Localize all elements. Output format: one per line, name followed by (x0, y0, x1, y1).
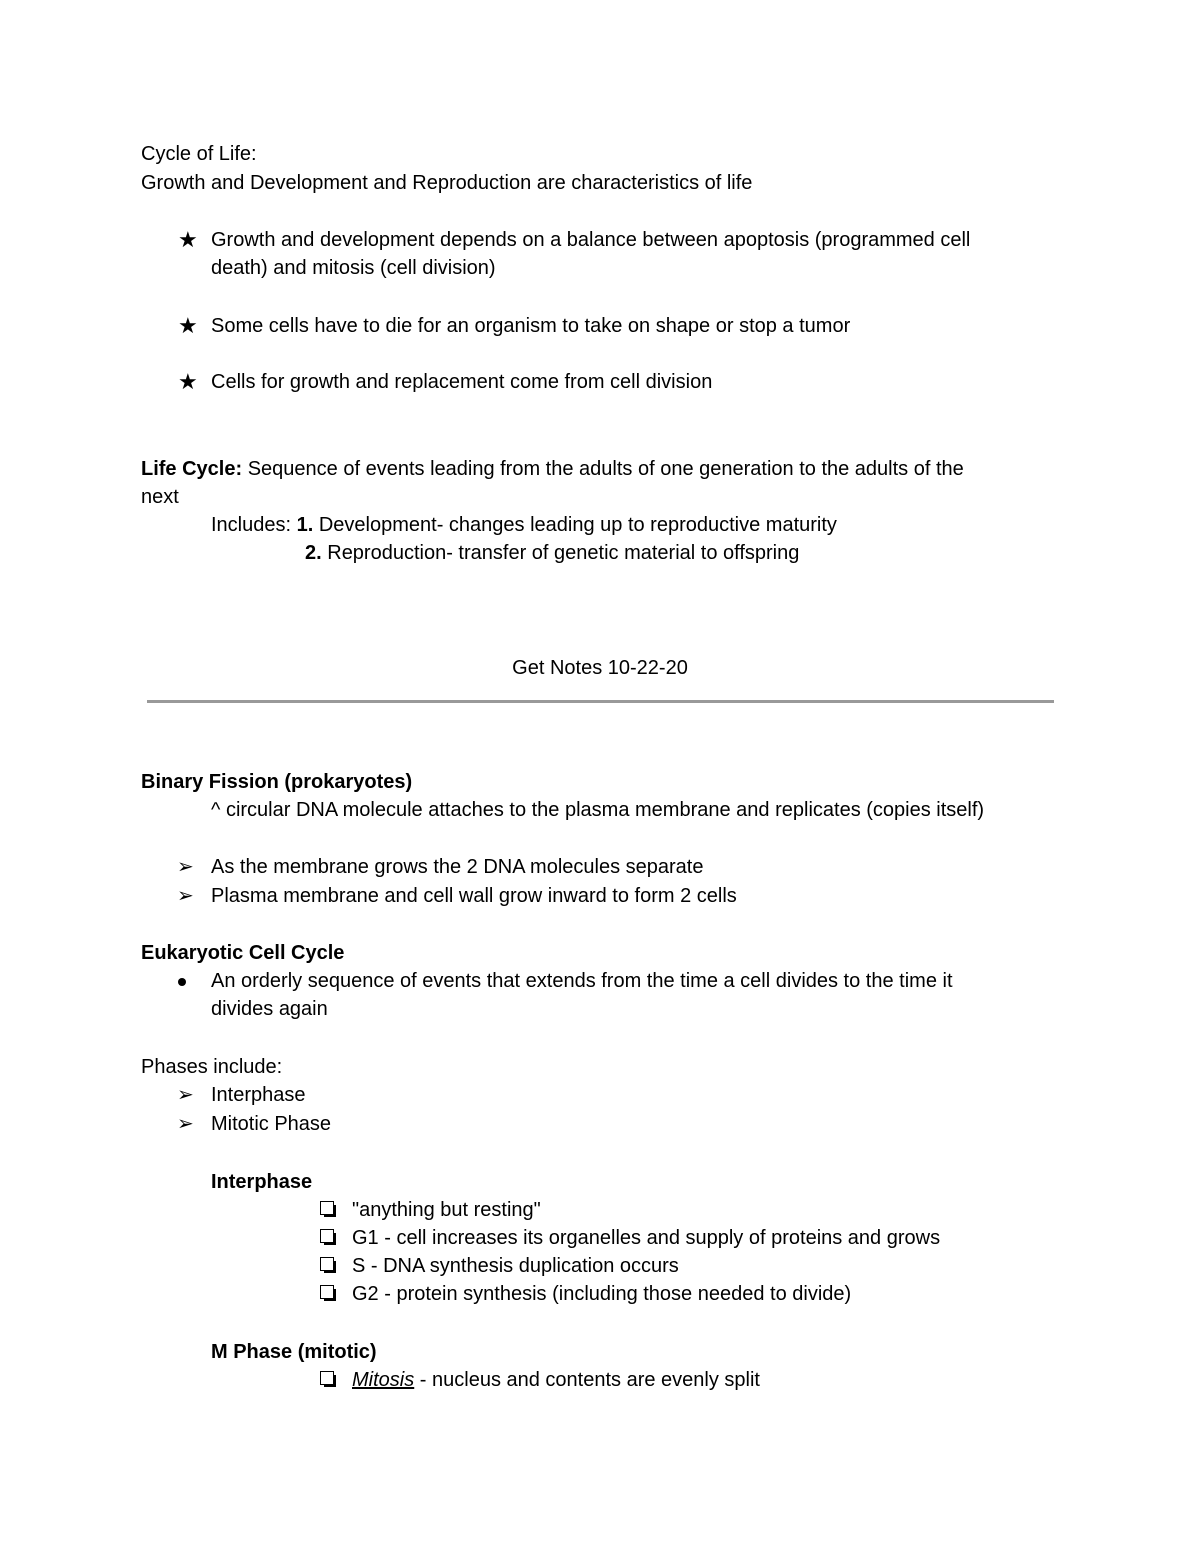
checkbox-bullet-icon (320, 1371, 334, 1385)
checkbox-bullet-icon (320, 1229, 334, 1243)
checkbox-bullet-icon (320, 1201, 334, 1215)
arrow-bullet-icon: ➢ (177, 1113, 194, 1135)
arrow-bullet-icon: ➢ (177, 856, 194, 878)
divider-title: Get Notes 10-22-20 (512, 657, 688, 679)
mitosis-description: - nucleus and contents are evenly split (414, 1369, 760, 1391)
arrow-bullet-icon: ➢ (177, 1084, 194, 1106)
life-cycle-def-1: Sequence of events leading from the adults of one generation to the adults of the (242, 458, 964, 480)
life-cycle-includes-1 (211, 511, 837, 539)
item-2-text: Reproduction- transfer of genetic material to offspring (321, 542, 800, 564)
checkbox-bullet-icon (320, 1285, 334, 1299)
title: Cycle of Life: (141, 143, 257, 165)
star-item-2: Some cells have to die for an organism to take on shape or stop a tumor (211, 315, 851, 337)
star-item-1a: Growth and development depends on a balance between apoptosis (programmed cell (211, 229, 971, 251)
binary-fission-step-1: As the membrane grows the 2 DNA molecules separate (211, 856, 704, 878)
binary-fission-step-2: Plasma membrane and cell wall grow inward to form 2 cells (211, 885, 737, 907)
life-cycle-def-2: next (141, 486, 179, 508)
phase-mitotic: Mitotic Phase (211, 1113, 332, 1135)
subtitle: Growth and Development and Reproduction are characteristics of life (141, 172, 753, 194)
checkbox-bullet-icon (320, 1257, 334, 1271)
horizontal-divider (147, 700, 1054, 703)
life-cycle-definition (141, 455, 964, 483)
life-cycle-includes-2 (305, 539, 799, 567)
phase-interphase: Interphase (211, 1084, 306, 1106)
mitosis-term: Mitosis (352, 1369, 415, 1391)
binary-fission-heading: Binary Fission (prokaryotes) (141, 771, 413, 793)
star-item-1b: death) and mitosis (cell division) (211, 257, 496, 279)
item-1-text: Development- changes leading up to reproductive maturity (313, 514, 837, 536)
interphase-heading: Interphase (211, 1171, 313, 1193)
eukaryotic-heading: Eukaryotic Cell Cycle (141, 942, 345, 964)
phases-label: Phases include: (141, 1056, 283, 1078)
eukaryotic-bullet-1: An orderly sequence of events that extends from the time a cell divides to the time it (211, 970, 953, 992)
interphase-item-4: G2 - protein synthesis (including those needed to divide) (352, 1283, 852, 1305)
item-1-number: 1. (296, 514, 314, 536)
bullet-dot-icon (178, 978, 186, 986)
m-phase-item (352, 1366, 760, 1394)
star-bullet-icon: ★ (178, 313, 198, 338)
includes-label: Includes: (211, 514, 297, 536)
star-item-3: Cells for growth and replacement come from cell division (211, 371, 713, 393)
interphase-item-2: G1 - cell increases its organelles and supply of proteins and grows (352, 1227, 941, 1249)
interphase-item-1: "anything but resting" (352, 1199, 541, 1221)
interphase-item-3: S - DNA synthesis duplication occurs (352, 1255, 679, 1277)
life-cycle-term: Life Cycle: (141, 458, 243, 480)
arrow-bullet-icon: ➢ (177, 885, 194, 907)
m-phase-heading: M Phase (mitotic) (211, 1341, 377, 1363)
eukaryotic-bullet-2: divides again (211, 998, 328, 1020)
star-bullet-icon: ★ (178, 227, 198, 252)
star-bullet-icon: ★ (178, 369, 198, 394)
binary-fission-note: ^ circular DNA molecule attaches to the plasma membrane and replicates (copies itself) (211, 799, 985, 821)
item-2-number: 2. (305, 542, 322, 564)
